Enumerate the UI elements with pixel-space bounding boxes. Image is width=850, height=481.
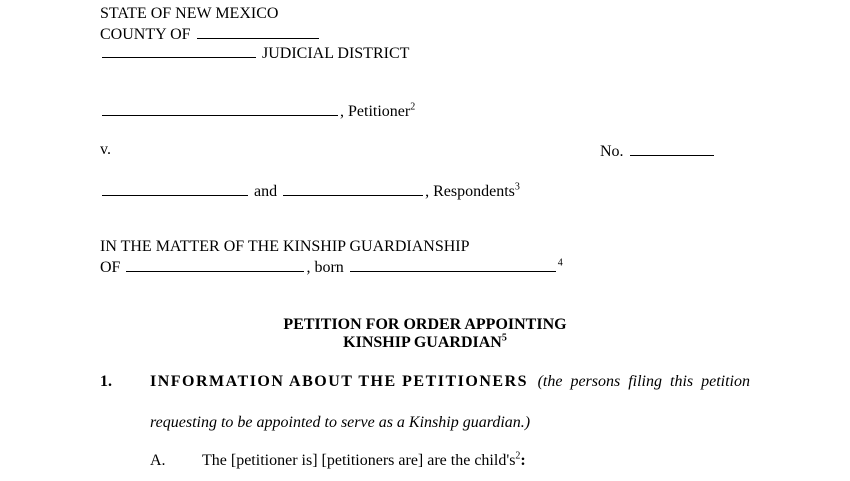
child-name-field[interactable] xyxy=(126,257,304,272)
district-line xyxy=(100,43,409,63)
district-label: JUDICIAL DISTRICT xyxy=(262,45,410,62)
petition-title-line2 xyxy=(0,334,850,352)
subsection-a-letter: A. xyxy=(150,452,166,469)
respondents-footnote: 3 xyxy=(514,181,520,193)
matter-of-label: OF xyxy=(100,259,121,276)
section-1-heading-line xyxy=(150,373,750,391)
petition-title-text: KINSHIP GUARDIAN xyxy=(343,334,502,351)
subsection-a-line xyxy=(202,452,526,470)
county-label: COUNTY OF xyxy=(100,26,191,43)
county-line xyxy=(100,24,321,44)
birth-date-field[interactable] xyxy=(350,257,556,272)
versus-text: v. xyxy=(100,141,111,158)
born-label: , born xyxy=(306,259,344,276)
matter-of-line xyxy=(100,257,563,277)
respondent-2-field[interactable] xyxy=(283,181,423,196)
petitioner-line xyxy=(100,101,415,121)
respondents-label: , Respondents xyxy=(425,183,515,200)
case-number-line xyxy=(600,141,716,161)
respondents-line xyxy=(100,181,520,201)
petitioner-field[interactable] xyxy=(102,101,338,116)
respondent-1-field[interactable] xyxy=(102,181,248,196)
section-1-italic-part1: (the persons filing this petition xyxy=(537,373,750,390)
section-1-heading: INFORMATION ABOUT THE PETITIONERS xyxy=(150,373,529,390)
subsection-a-footnote: 2 xyxy=(515,450,521,462)
subsection-a-text: The [petitioner is] [petitioners are] are the child's xyxy=(202,452,516,469)
district-field[interactable] xyxy=(102,43,256,58)
petitioner-footnote: 2 xyxy=(410,101,416,113)
case-number-field[interactable] xyxy=(630,141,714,156)
county-field[interactable] xyxy=(197,24,319,39)
and-label: and xyxy=(254,183,278,200)
matter-heading: IN THE MATTER OF THE KINSHIP GUARDIANSHIP xyxy=(100,238,470,255)
petitioner-label: , Petitioner xyxy=(340,103,411,120)
subsection-a-colon: : xyxy=(520,452,526,469)
born-footnote: 4 xyxy=(557,257,563,269)
case-number-label: No. xyxy=(600,143,624,160)
section-1-italic-part2: requesting to be appointed to serve as a Kinship guardian.) xyxy=(150,414,531,431)
state-heading: STATE OF NEW MEXICO xyxy=(100,5,279,22)
petition-title-footnote: 5 xyxy=(501,332,507,344)
petition-title-line1: PETITION FOR ORDER APPOINTING xyxy=(283,316,567,333)
section-1-number: 1. xyxy=(100,373,112,390)
